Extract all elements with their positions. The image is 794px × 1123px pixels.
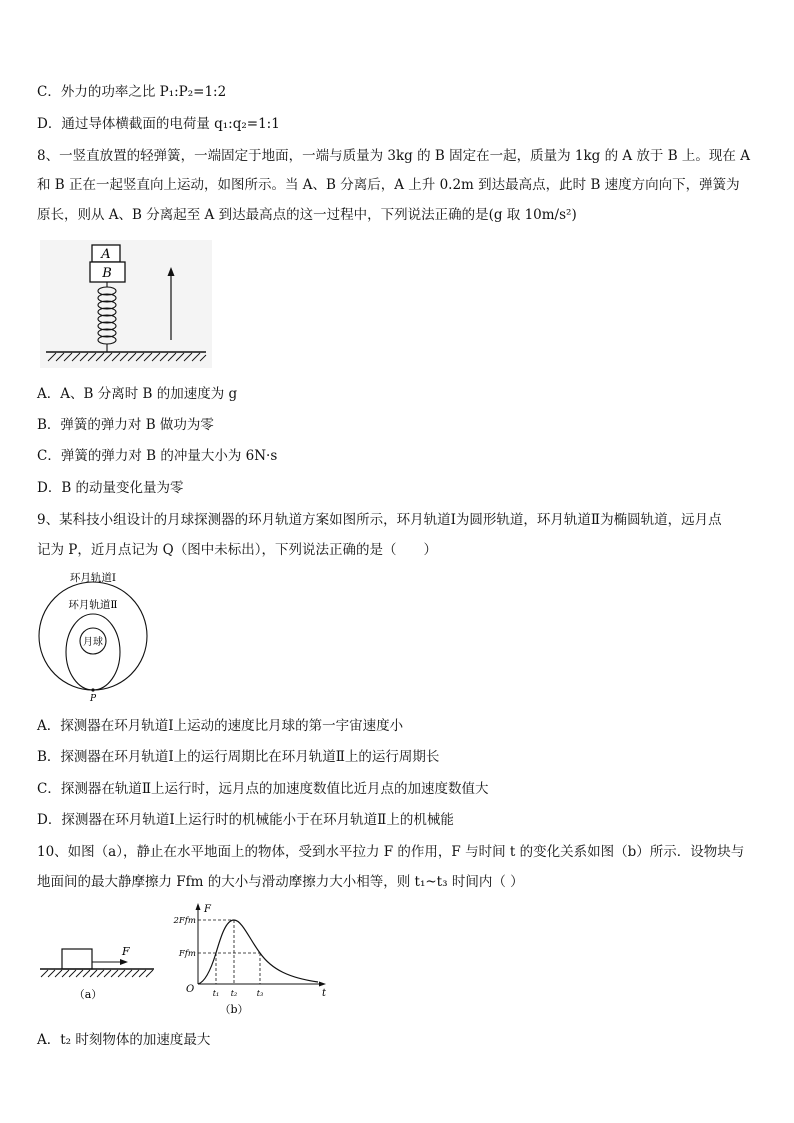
q10-stem-line-2: 地面间的最大静摩擦力 Ffm 的大小与滑动摩擦力大小相等，则 t₁~t₃ 时间内（ ）: [37, 874, 524, 890]
orbit-1-label: 环月轨道Ⅰ: [69, 572, 117, 584]
q10-figure-a: [38, 938, 158, 1004]
q10-stem-line-1: 10、如图（a），静止在水平地面上的物体，受到水平拉力 F 的作用，F 与时间 t 的变化关系如图（b）所示．设物块与: [37, 844, 745, 860]
q9-option-c: C．探测器在轨道Ⅱ上运行时，远月点的加速度数值比近月点的加速度数值大: [37, 781, 489, 797]
y-axis-label: F: [204, 904, 211, 915]
figure-background: [40, 240, 212, 368]
q7-option-d: D．通过导体横截面的电荷量 q₁:q₂=1:1: [37, 116, 280, 132]
q8-spring-figure: [40, 240, 212, 368]
q9-option-a: A．探测器在环月轨道Ⅰ上运动的速度比月球的第一宇宙速度小: [37, 718, 404, 734]
y-axis: [196, 903, 201, 984]
x-axis: [198, 982, 326, 987]
q8-stem-line-1: 8、一竖直放置的轻弹簧，一端固定于地面，一端与质量为 3kg 的 B 固定在一起，质量为 1kg 的 A 放于 B 上。现在 A: [37, 148, 750, 164]
q9-option-b: B．探测器在环月轨道Ⅰ上的运行周期比在环月轨道Ⅱ上的运行周期长: [37, 749, 440, 765]
t2-tick: t₂: [230, 989, 238, 998]
block-a-label: A: [101, 247, 111, 262]
block-b-label: B: [102, 266, 112, 281]
force-arrow: [92, 959, 128, 965]
orbit-2-label: 环月轨道Ⅱ: [68, 599, 118, 611]
q9-option-d: D．探测器在环月轨道Ⅰ上运行时的机械能小于在环月轨道Ⅱ上的机械能: [37, 812, 454, 828]
object-block: [62, 949, 92, 969]
figure-a-caption: （a）: [73, 988, 103, 1001]
q10-option-a: A．t₂ 时刻物体的加速度最大: [37, 1032, 211, 1048]
q9-stem-line-1: 9、某科技小组设计的月球探测器的环月轨道方案如图所示，环月轨道Ⅰ为圆形轨道，环月轨道Ⅱ为椭圆轨道，远月点: [37, 512, 722, 528]
q8-option-b: B．弹簧的弹力对 B 做功为零: [37, 417, 214, 433]
q9-orbit-figure: [38, 568, 150, 704]
q9-stem-line-2: 记为 P，近月点记为 Q（图中未标出），下列说法正确的是（ ）: [37, 542, 437, 558]
y-tick-ffm: Ffm: [178, 949, 196, 959]
q10-figure-b-graph: [168, 900, 334, 1020]
point-p-marker: [91, 688, 94, 691]
point-p-label: P: [89, 694, 97, 704]
moon-label: 月球: [83, 637, 103, 648]
t3-tick: t₃: [256, 989, 264, 998]
force-label: F: [122, 945, 130, 958]
t1-tick: t₁: [212, 989, 220, 998]
origin-label: O: [186, 984, 195, 995]
q8-stem-line-2: 和 B 正在一起竖直向上运动，如图所示。当 A、B 分离后，A 上升 0.2m 到达最高点，此时 B 速度方向向下，弹簧为: [37, 177, 740, 193]
figure-b-caption: （b）: [219, 1003, 249, 1016]
x-axis-label: t: [322, 988, 327, 999]
ground: [40, 969, 154, 977]
q8-stem-line-3: 原长，则从 A、B 分离起至 A 到达最高点的这一过程中，下列说法正确的是(g 取 10m/s²): [37, 207, 577, 223]
y-tick-2ffm: 2Ffm: [173, 916, 196, 926]
q8-option-d: D．B 的动量变化量为零: [37, 480, 184, 496]
q8-option-c: C．弹簧的弹力对 B 的冲量大小为 6N·s: [37, 448, 278, 464]
q7-option-c: C．外力的功率之比 P₁:P₂=1:2: [37, 84, 227, 100]
q8-option-a: A．A、B 分离时 B 的加速度为 g: [37, 386, 238, 402]
